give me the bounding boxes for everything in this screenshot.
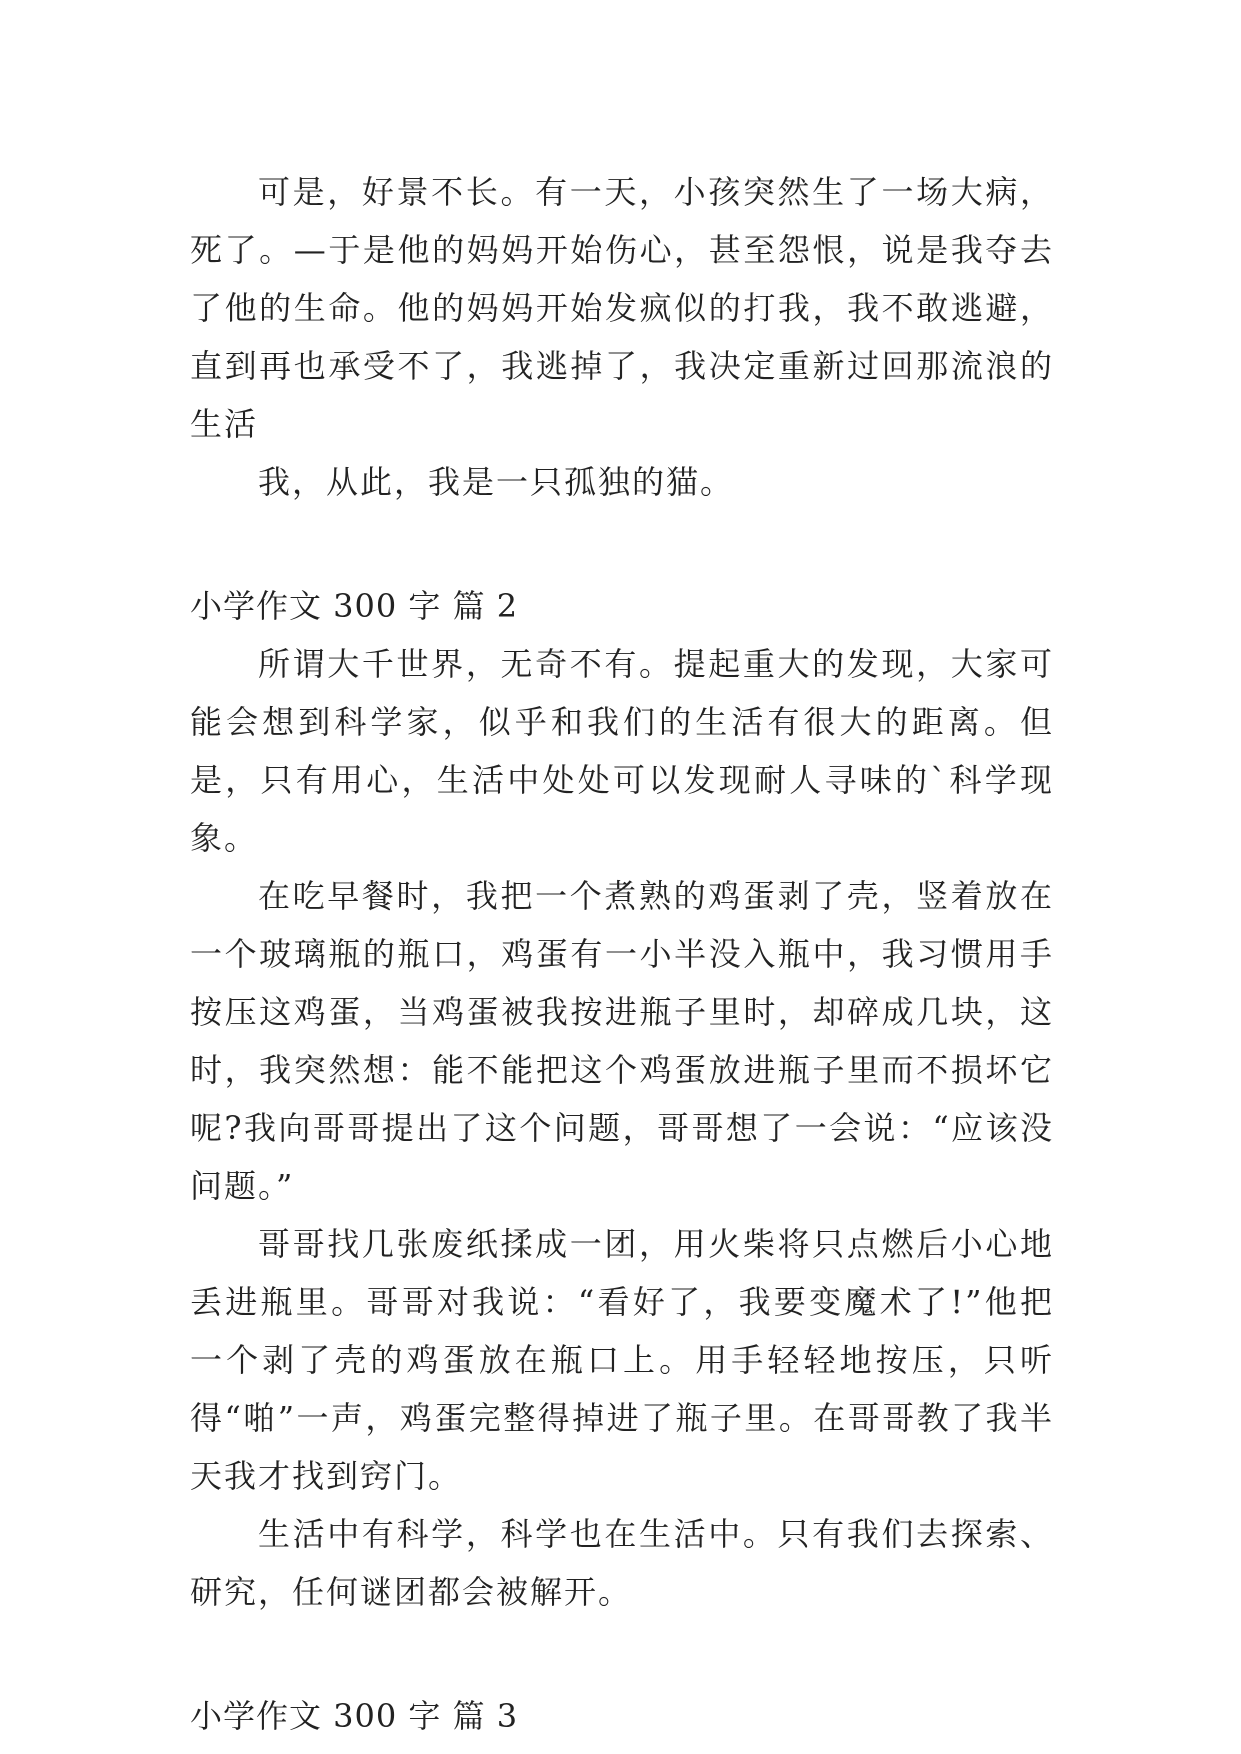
paragraph: 所谓大千世界，无奇不有。提起重大的发现，大家可能会想到科学家，似乎和我们的生活有很大的距离。但是，只有用心，生活中处处可以发现耐人寻味的`科学现象。 [190,645,1054,857]
paragraph: 在吃早餐时，我把一个煮熟的鸡蛋剥了壳，竖着放在一个玻璃瓶的瓶口，鸡蛋有一小半没入瓶中，我习惯用手按压这鸡蛋，当鸡蛋被我按进瓶子里时，却碎成几块，这时，我突然想：能不能把这个鸡蛋放进瓶子里而不损坏它呢?我向哥哥提出了这个问题，哥哥想了一会说：“应该没问题。” [190,877,1054,1205]
paragraph: 可是，好景不长。有一天，小孩突然生了一场大病，死了。—于是他的妈妈开始伤心，甚至怨恨，说是我夺去了他的生命。他的妈妈开始发疯似的打我，我不敢逃避，直到再也承受不了，我逃掉了，我决定重新过回那流浪的生活 [190,173,1054,443]
paragraph: 生活中有科学，科学也在生活中。只有我们去探索、研究，任何谜团都会被解开。 [190,1515,1054,1611]
document-body [190,163,1054,1745]
paragraph: 哥哥找几张废纸揉成一团，用火柴将只点燃后小心地丢进瓶里。哥哥对我说：“看好了，我要变魔术了!”他把一个剥了壳的鸡蛋放在瓶口上。用手轻轻地按压，只听得“啪”一声，鸡蛋完整得掉进了瓶子里。在哥哥教了我半天我才找到窍门。 [190,1225,1054,1495]
paragraph: 我，从此，我是一只孤独的猫。 [258,463,735,501]
section-heading: 小学作文 300 字 篇 3 [190,1697,519,1735]
section-heading: 小学作文 300 字 篇 2 [190,587,519,625]
